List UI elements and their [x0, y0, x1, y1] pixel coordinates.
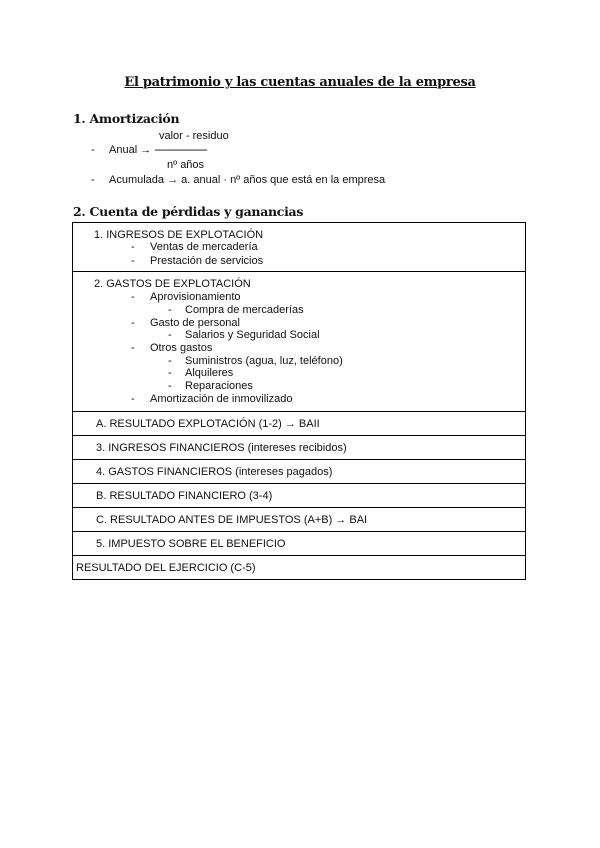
anual-formula [109, 144, 206, 156]
result-row-label: C. RESULTADO ANTES DE IMPUESTOS (A+B) → BAI [96, 514, 368, 526]
bullet-dash: - [131, 241, 135, 253]
result-row-label: 4. GASTOS FINANCIEROS (intereses pagados) [96, 466, 333, 478]
anual-label: Anual → [109, 144, 155, 156]
gastos-title: 2. GASTOS DE EXPLOTACIÓN [94, 278, 251, 290]
bullet-dash: - [131, 255, 135, 267]
bullet-dash: - [131, 291, 135, 303]
acumulada-formula: Acumulada → a. anual · nº años que está en la empresa [109, 174, 386, 186]
bullet-dash: - [91, 174, 95, 186]
bullet-dash: - [168, 329, 172, 341]
table-row [73, 508, 526, 532]
section-heading-cuenta-pyg: 2. Cuenta de pérdidas y ganancias [73, 204, 304, 219]
table-row [73, 272, 526, 412]
bullet-dash: - [168, 304, 172, 316]
result-row-label: A. RESULTADO EXPLOTACIÓN (1-2) → BAII [96, 418, 320, 430]
list-item: Ventas de mercadería [150, 241, 258, 253]
table-row [73, 484, 526, 508]
formula-denominator: nº años [167, 159, 205, 171]
bullet-dash: - [168, 355, 172, 367]
list-item: Suministros (agua, luz, teléfono) [185, 355, 343, 367]
bullet-dash: - [168, 380, 172, 392]
result-row-label: B. RESULTADO FINANCIERO (3-4) [96, 490, 273, 502]
final-result-label: RESULTADO DEL EJERCICIO (C-5) [76, 562, 256, 574]
list-item: Otros gastos [150, 342, 213, 354]
list-item: Aprovisionamiento [150, 291, 241, 303]
bullet-dash: - [131, 393, 135, 405]
section-heading-amortizacion: 1. Amortización [73, 111, 180, 126]
result-row-label: 3. INGRESOS FINANCIEROS (intereses recibidos) [96, 442, 347, 454]
list-item: Amortización de inmovilizado [150, 393, 293, 405]
list-item: Alquileres [185, 367, 234, 379]
table-row [73, 436, 526, 460]
list-item: Reparaciones [185, 380, 253, 392]
list-item: Salarios y Seguridad Social [185, 329, 320, 341]
table-row [73, 223, 526, 272]
list-item: Compra de mercaderías [185, 304, 304, 316]
table-row [73, 460, 526, 484]
bullet-dash: - [168, 367, 172, 379]
result-row-label: 5. IMPUESTO SOBRE EL BENEFICIO [96, 538, 286, 550]
bullet-dash: - [91, 144, 95, 156]
profit-loss-table [72, 222, 526, 580]
formula-numerator: valor - residuo [159, 130, 229, 142]
table-row [73, 556, 526, 580]
fraction-bar: ------------------------ [154, 144, 207, 156]
table-row [73, 532, 526, 556]
page-title: El patrimonio y las cuentas anuales de la empresa [124, 75, 476, 90]
list-item: Prestación de servicios [150, 255, 264, 267]
list-item: Gasto de personal [150, 317, 240, 329]
ingresos-title: 1. INGRESOS DE EXPLOTACIÓN [94, 229, 264, 241]
bullet-dash: - [131, 317, 135, 329]
table-row [73, 412, 526, 436]
bullet-dash: - [131, 342, 135, 354]
